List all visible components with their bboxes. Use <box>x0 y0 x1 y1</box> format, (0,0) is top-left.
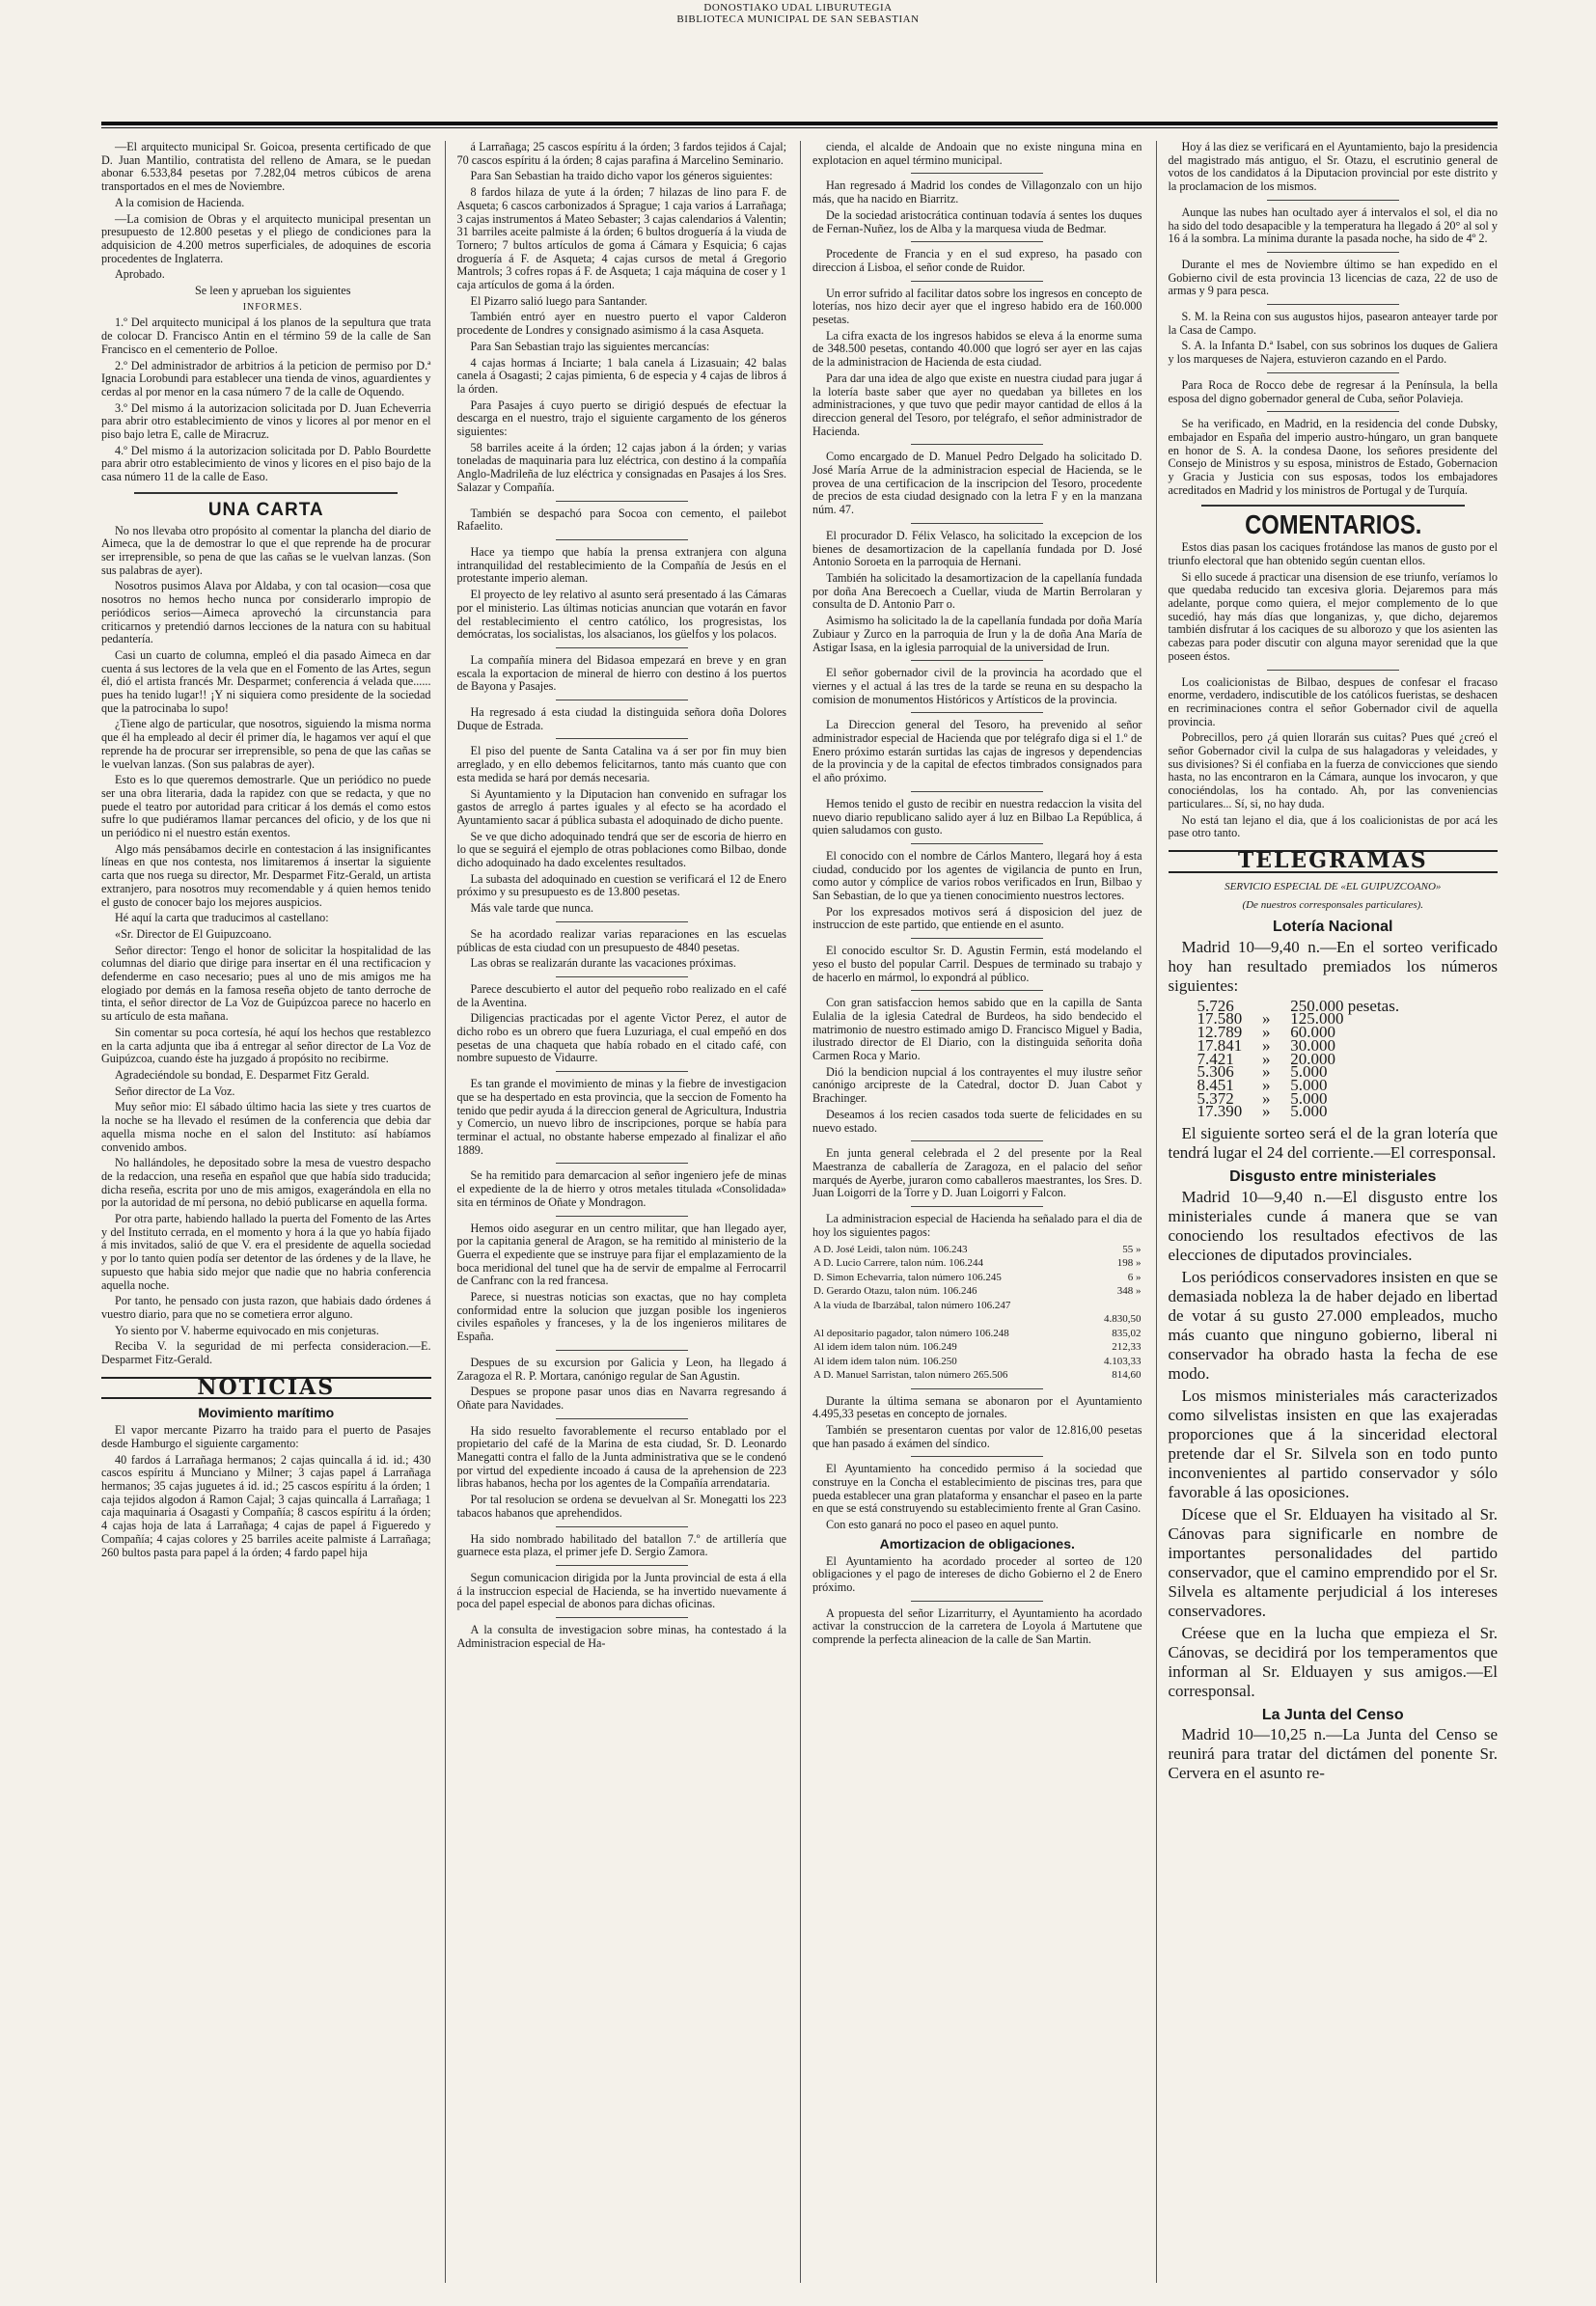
lottery-prize: 125.000 <box>1290 1009 1344 1029</box>
paragraph: La cifra exacta de los ingresos habidos se eleva á la enorme suma de 348.500 pesetas, contando 40.000 que logró ser ayer en las cajas de la administracion de Hacienda de esta ciudad. <box>812 328 1142 370</box>
payment-amount: 198 » <box>1116 1257 1142 1270</box>
paragraph: El Ayuntamiento ha concedido permiso á la sociedad que construye en la Concha el establecimiento de piscinas tres, para que pueda establecer una gran plataforma y ensanchar el paseo en la parte en que se está construyendo su establecimiento frente al Gran Casino. <box>812 1462 1142 1516</box>
paragraph: Dícese que el Sr. Elduayen ha visitado al Sr. Cánovas para significarle en nombre de importantes personalidades del partido conservador, que el camino emprendido por el Sr. Silvela es altamente perjudicial á los intereses conservadores. <box>1168 1504 1498 1620</box>
divider <box>911 990 1043 991</box>
paragraph: Estos dias pasan los caciques frotándose las manos de gusto por el triunfo electoral que han obtenido según cuentan ellos. <box>1168 540 1498 567</box>
paragraph: Si Ayuntamiento y la Diputacion han convenido en sufragar los gastos de arreglo á partes iguales y al efecto se ha acordado el Ayuntamiento sacar á pública subasta el adoquinado de dicho puente. <box>456 786 786 827</box>
paragraph: Es tan grande el movimiento de minas y la fiebre de investigacion que se ha despertado en esta provincia, que la seccion de Fomento ha tenido que pedir ayuda á la direccion general de Agricultura, Industria y Comercio, un nuevo libro de inscripciones, porque se había para terminar el actual, no obstante haberse empezado al finalizar el año 1889. <box>456 1077 786 1157</box>
paragraph: También se despachó para Socoa con cemento, el pailebot Rafaelito. <box>456 506 786 534</box>
lottery-number: 5.372 <box>1197 1088 1234 1108</box>
table-row <box>812 1368 1142 1383</box>
ditto-mark: » <box>1262 1062 1271 1082</box>
paragraph: El proyecto de ley relativo al asunto será presentado á las Cámaras por el ministerio. Las últimas noticias anuncian que votarán en favor del restablecimiento el centro católico, los progresistas, los demócratas, los socialistas, los alsacianos, los güelfos y los polacos. <box>456 588 786 642</box>
divider <box>556 976 688 977</box>
paragraph: Un error sufrido al facilitar datos sobre los ingresos en concepto de loterías, nos hizo decir ayer que el ingreso habido era de 160.000 pesetas. <box>812 286 1142 327</box>
paragraph: Hace ya tiempo que había la prensa extranjera con alguna intranquilidad del restablecimiento de la Compañía de Jesús en el protestante imperio aleman. <box>456 544 786 586</box>
paragraph: Casi un cuarto de columna, empleó el dia pasado Aimeca en dar cuenta á sus lectores de la vela que en el Fomento de las Artes, segun él, dió el artista francés Mr. Desparmet; conferencia á velada que...... pues ha tenido lugar!! ¡Y ni siquiera como presidente de la sociedad que la patrocinaba lo supo! <box>101 647 431 715</box>
paragraph: Ha sido nombrado habilitado del batallon 7.º de artillería que guarnece esta plaza, el primer jefe D. Sergio Zamora. <box>456 1531 786 1559</box>
paragraph: Por tanto, he pensado con justa razon, que habiais dado órdenes á vuestro diario, para que no se cometiera error alguno. <box>101 1294 431 1321</box>
paragraph: Con gran satisfaccion hemos sabido que en la capilla de Santa Eulalia de la iglesia Catedral de Burdeos, ha sido bendecido el matrimonio de nuestro estimado amigo D. Francisco Miguel y Badia, ilustrado director de El Diario, con la distinguida señorita doña Carmen Roca y Mario. <box>812 996 1142 1063</box>
paragraph: Señor director de La Voz. <box>115 1084 235 1098</box>
paragraph: También se presentaron cuentas por valor de 12.816,00 pesetas que han pasado á exámen del síndico. <box>812 1422 1142 1450</box>
paragraph: Si ello sucede á practicar una disension de ese triunfo, veríamos lo que quedaba reducido tan excesiva gloria. Dejaremos para más adelante, porque como quiera, el mejor complemento de lo que sucedió, hay más días que longanizas, y, que dicho, dejaremos también disfrutar á los caciques de su alborozo y que los asienten las cabezas para poder discutir con alguna mayor serenidad que la que poseen éstos. <box>1168 569 1498 663</box>
paragraph: El Ayuntamiento ha acordado proceder al sorteo de 120 obligaciones y el pago de intereses de dicho Gobierno el 2 de Enero próximo. <box>812 1553 1142 1594</box>
paragraph: Deseamos á los recien casados toda suerte de felicidades en su nuevo estado. <box>812 1107 1142 1135</box>
lottery-number: 17.841 <box>1197 1035 1243 1055</box>
lottery-row <box>1197 1105 1410 1118</box>
payment-amount: 814,60 <box>1112 1369 1142 1382</box>
paragraph: Los coalicionistas de Bilbao, despues de confesar el fracaso enorme, verdadero, indiscutible de los católicos fueristas, se deshacen en recriminaciones contra el señor Gobernador civil de aquella provincia. <box>1168 674 1498 728</box>
paragraph: Pobrecillos, pero ¿á quien llorarán sus cuitas? Pues qué ¿creó el señor Gobernador civil la culpa de sus halagadoras y veleidades, y sus divisiones? Si él confiaba en la fuerza de convicciones que siendo hasta, no las encontraron en la Cámara, aunque los invocaron, y que conociéndolas, los ha contado. Ah, por las conveniencias particulares... Sí, si, no hay duda. <box>1168 730 1498 810</box>
paragraph: El siguiente sorteo será el de la gran lotería que tendrá lugar el 24 del corriente.—El corresponsal. <box>1168 1124 1498 1163</box>
divider <box>1267 252 1399 253</box>
payment-amount: 4.830,50 <box>1104 1313 1142 1326</box>
paragraph: El piso del puente de Santa Catalina va á ser por fin muy bien arreglado, y en ello debemos felicitarnos, tanto más cuanto que con esta medida se hará por demás necesaria. <box>456 744 786 784</box>
column-4 <box>1156 141 1499 2283</box>
subsection-title-movimiento: Movimiento marítimo <box>198 1405 335 1421</box>
paragraph: Para dar una idea de algo que existe en nuestra ciudad para jugar á la lotería baste saber que ayer no quedaban ya billetes en los administraciones, y que tuvo que pedir mayor cantidad de ellos á la direccion general del Tesoro, por telégrafo, el señor administrador de Hacienda. <box>812 371 1142 438</box>
paragraph: Ha regresado á esta ciudad la distinguida señora doña Dolores Duque de Estrada. <box>456 705 786 732</box>
paragraph: Algo más pensábamos decirle en contestacion á las insignificantes líneas en que nos contesta, nos limitaremos á insertar la siguiente carta que nos ruega su director, Mr. Desparmet Fitz-Gerald, un artista extranjero, para nosotros muy recomendable y á quien hemos tenido el gusto de conocer bajo los mejores auspicios. <box>101 841 431 909</box>
paragraph: Yo siento por V. haberme equivocado en mis conjeturas. <box>115 1323 379 1337</box>
informes-label: INFORMES. <box>242 301 303 313</box>
table-row <box>812 1340 1142 1355</box>
lottery-prize: 20.000 <box>1290 1049 1335 1068</box>
divider <box>556 1565 688 1566</box>
paragraph: No nos llevaba otro propósito al comentar la plancha del diario de Aimeca, que la de demostrar lo que el que reprende ha de procurar ser irreprensible, so pena de que las cañas se le vuelvan lanzas. (Son sus palabras de ayer). <box>101 523 431 577</box>
divider <box>911 712 1043 713</box>
divider <box>556 1071 688 1072</box>
payment-label: A D. José Leidi, talon núm. 106.243 <box>813 1243 968 1255</box>
divider <box>556 1526 688 1527</box>
paragraph: Nosotros pusimos Alava por Aldaba, y con tal ocasion—cosa que nosotros no hemos hecho nunca por considerarlo impropio de periódicos serios—Aimeca aprovechó la circunstancia para criticarnos y pretendió darnos lecciones de la natura con su habitual pedantería. <box>101 579 431 646</box>
lottery-prize: 5.000 <box>1290 1062 1328 1082</box>
paragraph: Aprobado. <box>115 267 165 282</box>
paragraph: El conocido con el nombre de Cárlos Mantero, llegará hoy á esta ciudad, conducido por los agentes de vigilancia de punto en Irun, como autor y cómplice de varios robos verificados en Irun, Bilbao y San Sebastian, de lo que ya tienen conocimiento nuestros lectores. <box>812 848 1142 903</box>
column-2 <box>445 141 787 2283</box>
payment-label: D. Simon Echevarria, talon número 106.245 <box>813 1271 1002 1283</box>
payment-amount: 55 » <box>1122 1243 1142 1255</box>
divider <box>911 281 1043 282</box>
paragraph: ¿Tiene algo de particular, que nosotros, siguiendo la misma norma que él ha empleado al decir él primer día, le hagamos ver aquí el que reprende ha de procurar ser irreprensible, so pena de que las cañas se le vuelvan lanzas. (Son sus palabras de ayer). <box>101 717 431 771</box>
divider <box>556 539 688 540</box>
paragraph: Sin comentar su poca cortesía, hé aquí los hechos que restablezco en la carta adjunta que iba á entregar al señor director de La Voz de Guipúzcoa, cuando éste ha juzgado á propósito no recibirme. <box>101 1025 431 1066</box>
paragraph: 4.º Del mismo á la autorizacion solicitada por D. Pablo Bourdette para abrir otro establecimiento de vinos y licores en el piso bajo de la casa número 11 de la calle de Easo. <box>101 443 431 484</box>
section-title-amortizacion: Amortizacion de obligaciones. <box>879 1535 1075 1551</box>
paragraph: Por otra parte, habiendo hallado la puerta del Fomento de las Artes y del Instituto cerrada, en el momento y hora á la que yo había fijado á mis invitados, salió de que V. era el presidente de aquella sociedad y por lo tanto quien podía ser detentor de las órdenes y de la llave, he supuesto que habia sido mejor que nadie que no habria conferencia aquella noche. <box>101 1212 431 1292</box>
paragraph: Los mismos ministeriales más caracterizados como silvelistas insisten en que las exajeradas proporciones que á la sinceridad electoral pretende dar el Sr. Silvela son en todo punto inconvenientes al partido conservador y sólo favorable á las oposiciones. <box>1168 1386 1498 1501</box>
lottery-title: Lotería Nacional <box>1273 919 1393 936</box>
lottery-number: 5.306 <box>1197 1062 1234 1082</box>
telegram-service-line: SERVICIO ESPECIAL DE «EL GUIPUZCOANO» <box>1225 880 1442 892</box>
paragraph: Con esto ganará no poco el paseo en aquel punto. <box>826 1518 1059 1532</box>
divider <box>911 843 1043 844</box>
lottery-number: 5.726 <box>1197 996 1234 1015</box>
lottery-number: 7.421 <box>1197 1049 1234 1068</box>
paragraph: Créese que en la lucha que empieza el Sr. Cánovas, se decidirá por los temperamentos que informan al Sr. Elduayen y sus amigos.—El corresponsal. <box>1168 1623 1498 1700</box>
divider <box>556 1418 688 1419</box>
paragraph: 40 fardos á Larrañaga hermanos; 2 cajas quincalla á id. id.; 430 cascos espíritu á Munciano y Milner; 3 cajas papel á Larrañaga hermanos; 35 cajas juguetes á id. id.; 25 cascos espíritu á la órden; 1 caja tejidos algodon á Ramon Cajal; 3 cajas quincalla á Larrañaga; 1 caja maquinaria á Osagasti y Compañía; 8 cascos espíritu á la órden; 4 cajas hoja de lata á Larrañaga; 4 cajas de papel á Figueredo y Compañía; 4 cajas colores y 25 barriles aceite palmiste á Larrañaga; 260 bultos pasta para papel á la órden; 4 fardo papel hija <box>101 1452 431 1559</box>
telegram-title-disgusto: Disgusto entre ministeriales <box>1229 1168 1437 1186</box>
telegram-correspondents-line: (De nuestros corresponsales particulares). <box>1242 899 1424 912</box>
table-row <box>812 1284 1142 1299</box>
telegram-body <box>1169 1124 1499 1783</box>
section-title-comentarios: COMENTARIOS. <box>1244 509 1421 540</box>
paragraph: En junta general celebrada el 2 del presente por la Real Maestranza de caballería de Zaragoza, en el palacio del señor marqués de Ayerbe, juraron como caballeros maestrantes, los Sres. D. Juan Loigorri de la Torre y D. Juan Loigorri y Falcon. <box>812 1146 1142 1200</box>
divider <box>911 173 1043 174</box>
paragraph: 58 barriles aceite á la órden; 12 cajas jabon á la órden; y varias toneladas de maquinaria para luz eléctrica, con destino á la compañía Anglo-Madrileña de luz eléctrica y consignadas en Pasajes á los Sres. Salazar y Compañía. <box>456 440 786 494</box>
divider <box>911 1601 1043 1602</box>
divider <box>911 1456 1043 1457</box>
payment-label: Al idem idem talon núm. 106.249 <box>813 1341 957 1354</box>
lottery-number: 12.789 <box>1197 1023 1243 1042</box>
paragraph: —El arquitecto municipal Sr. Goicoa, presenta certificado de que D. Juan Mantilio, contratista del relleno de Amara, se le puedan abonar 6.533,84 pesetas por 7.282,04 metros cúbicos de arena transportados en el mes de Noviembre. <box>101 141 431 194</box>
paragraph: Por los expresados motivos será á disposicion del juez de instruccion de este partido, que entiende en el asunto. <box>812 904 1142 932</box>
paragraph: á Larrañaga; 25 cascos espíritu á la órden; 3 fardos tejidos á Cajal; 70 cascos espíritu á la órden; 8 cajas parafina á Marcelino Seminario. <box>456 141 786 167</box>
paragraph: El procurador D. Félix Velasco, ha solicitado la excepcion de los bienes de desamortizacion de la capellanía fundada por D. José Antonio Soroeta en la parroquia de Hernani. <box>812 528 1142 569</box>
columns <box>101 141 1498 2283</box>
paragraph: No está tan lejano el dia, que á los coalicionistas de por acá les pase otro tanto. <box>1168 812 1498 840</box>
paragraph: El Pizarro salió luego para Santander. <box>470 293 647 308</box>
paragraph: Despues de su excursion por Galicia y Leon, ha llegado á Zaragoza el R. P. Mortara, canónigo regular de San Agustin. <box>456 1355 786 1383</box>
column-3 <box>800 141 1142 2283</box>
divider <box>911 938 1043 939</box>
section-title-una-carta: UNA CARTA <box>207 499 324 520</box>
paragraph: La compañía minera del Bidasoa empezará en breve y en gran escala la exportacion de mineral de hierro con destino á los puertos de Bayona y Pasajes. <box>456 652 786 694</box>
paragraph: Parece, si nuestras noticias son exactas, que no hay completa conformidad entre la solucion que juzgan posible los ingenieros civiles españoles y franceses, y la de los ingenieros militares de España. <box>456 1290 786 1344</box>
telegram-title-junta: La Junta del Censo <box>1261 1706 1404 1723</box>
paragraph: Agradeciéndole su bondad, E. Desparmet Fitz Gerald. <box>115 1068 370 1082</box>
section-title-noticias: NOTICIAS <box>101 1377 431 1400</box>
paragraph: Diligencias practicadas por el agente Victor Perez, el autor de dicho robo es un obrero que fuera Luzuriaga, el cual empeñó en dos pesetas de una chaqueta que había robado en el citado café, con nombre supuesto de Vidaurre. <box>456 1011 786 1065</box>
paragraph: Se ve que dicho adoquinado tendrá que ser de escoria de hierro en lo que se seguirá el ejemplo de otras poblaciones como Bilbao, donde dicho adoquinado ha dado excelentes resultados. <box>456 829 786 870</box>
paragraph: Hoy á las diez se verificará en el Ayuntamiento, bajo la presidencia del magistrado más antiguo, el Sr. Otazu, el escrutinio general de votos de los candidatos á la Diputacion provincial por este distrito y la proclamacion de los mismos. <box>1168 141 1498 194</box>
ditto-mark: » <box>1262 1035 1271 1055</box>
lottery-prize: 5.000 <box>1290 1088 1328 1108</box>
paragraph: Madrid 10—9,40 n.—El disgusto entre los ministeriales cunde á manera que se van conociendo los resultados efectivos de las elecciones de diputados provinciales. <box>1168 1187 1498 1264</box>
divider <box>134 492 398 494</box>
paragraph: S. A. la Infanta D.ª Isabel, con sus sobrinos los duques de Galiera y los marqueses de Najera, estuvieron cazando en el Pardo. <box>1168 339 1498 367</box>
payment-label: Al depositario pagador, talon número 106.248 <box>813 1327 1009 1339</box>
paragraph: La subasta del adoquinado en cuestion se verificará el 12 de Enero próximo y su presupuesto es de 13.800 pesetas. <box>456 871 786 899</box>
paragraph: Muy señor mio: El sábado último hacia las siete y tres cuartos de la noche se ha llevado el resúmen de la conferencia que debia dar aquella misma noche en el salon del Instituto: así habíamos convenido ambos. <box>101 1100 431 1154</box>
lottery-section <box>1169 938 1499 996</box>
ditto-mark: » <box>1262 1088 1271 1108</box>
paragraph: También ha solicitado la desamortizacion de la capellanía fundada por doña Ana Berecoech a Cuellar, viuda de Martin Berrolaran y consulta de D. Antonio Parr o. <box>812 570 1142 612</box>
paragraph: Por tal resolucion se ordena se devuelvan al Sr. Monegatti los 223 tabacos habanos que aprehendidos. <box>456 1493 786 1520</box>
paragraph: Segun comunicacion dirigida por la Junta provincial de esta á ella á la instruccion especial de Hacienda, se ha invertido nuevamente á poca del papel especial de abonos para dichas oficinas. <box>456 1570 786 1611</box>
paragraph: La Direccion general del Tesoro, ha prevenido al señor administrador especial de Hacienda que por telégrafo diga si el 1.º de Enero próximo estarán surtidas las cajas de ingresos y dependencias de la provincia y de la capital de efectos timbrados consignados para el año próximo. <box>812 718 1142 785</box>
divider <box>1267 670 1399 671</box>
paragraph: Señor director: Tengo el honor de solicitar la hospitalidad de las columnas del diario que dirige para insertar en él una rectificacion y defenderme en caso necesario; pues al uno de mis amigos me ha elogiado por demás en la famosa reseña objeto de tanto derroche de tinta, el señor director de La Voz de Guipúzcoa parece no hacerlo en su artículo de esta mañana. <box>101 943 431 1024</box>
lottery-prize: 5.000 <box>1290 1102 1328 1121</box>
divider <box>1267 304 1399 305</box>
lottery-prize: 5.000 <box>1290 1075 1328 1094</box>
section-title-telegramas: TELEGRAMAS <box>1169 850 1499 873</box>
paragraph: «Sr. Director de El Guipuzcoano. <box>115 926 272 941</box>
paragraph: Dió la bendicion nupcial á los contrayentes el muy ilustre señor canónigo arcipreste de la Catedral, doctor D. Juan Cabot y Brachinger. <box>812 1064 1142 1106</box>
table-row <box>812 1299 1142 1313</box>
paragraph: Asimismo ha solicitado la de la capellanía fundada por doña María Zubiaur y Zurco en la parroquia de Irun y la de doña Ana María de Astigar Isasa, en la iglesia parroquial de la universidad de Irun. <box>812 614 1142 654</box>
table-row <box>812 1256 1142 1271</box>
paragraph: Para San Sebastian ha traido dicho vapor los géneros siguientes: <box>470 169 773 183</box>
library-stamp <box>0 2 1596 25</box>
divider <box>1267 411 1399 412</box>
paragraph: Procedente de Francia y en el sud expreso, ha pasado con direccion á Lisboa, el señor conde de Ruidor. <box>812 247 1142 274</box>
divider <box>911 1388 1043 1389</box>
paragraph: 8 fardos hilaza de yute á la órden; 7 hilazas de lino para F. de Asqueta; 6 cascos carbonizados á Sprague; 1 caja varios á Larrañaga; 3 cajas instrumentos á Mateo Sebaster; 3 cajas calendarios á Valentin; 31 barriles aceite palmiste á la órden; 6 bultos droguería á la viuda de Tornero; 7 bultos artículos de goma á Cámara y Esquicia; 6 cajas droguería á F. de Asqueta; 4 cajas cursos de metal á Gregorio Mantrols; 3 cofres ropas á F. de Asqueta; 1 caja máquina de coser y 1 caja artículos de goma á la órden. <box>456 185 786 292</box>
payment-label: D. Gerardo Otazu, talon núm. 106.246 <box>813 1285 977 1298</box>
payment-label: A D. Manuel Sarristan, talon número 265.506 <box>813 1369 1008 1382</box>
payment-amount <box>1087 1299 1142 1313</box>
paragraph: Se ha acordado realizar varias reparaciones en las escuelas públicas de esta ciudad con un presupuesto de 4840 pesetas. <box>456 926 786 954</box>
library-stamp-line2: BIBLIOTECA MUNICIPAL DE SAN SEBASTIAN <box>676 14 920 25</box>
paragraph: El vapor mercante Pizarro ha traido para el puerto de Pasajes desde Hamburgo el siguiente cargamento: <box>101 1423 431 1450</box>
paragraph: Parece descubierto el autor del pequeño robo realizado en el café de la Aventina. <box>456 981 786 1009</box>
paragraph: 1.º Del arquitecto municipal á los planos de la sepultura que trata de colocar D. Francisco Antin en el término 59 de la calle de San Francisco en el cementerio de Polloe. <box>101 316 431 356</box>
paragraph: Se ha remitido para demarcacion al señor ingeniero jefe de minas el expediente de la de hierro y otros metales titulada «Consolidada» sita en términos de Oñate y Mondragon. <box>456 1168 786 1209</box>
divider <box>556 738 688 739</box>
paragraph: El conocido escultor Sr. D. Agustin Fermin, está modelando el yeso el busto del popular Carril. Despues de terminado su trabajo y de hacerlo en mármol, lo expondrá al público. <box>812 944 1142 984</box>
lottery-prize: 30.000 <box>1290 1035 1335 1055</box>
column-1 <box>101 141 431 2283</box>
paragraph: A propuesta del señor Lizarriturry, el Ayuntamiento ha acordado activar la construccion de la carretera de Loyola á Martutene que comprende la perfecta alineacion de la calle de San Martin. <box>812 1606 1142 1647</box>
paragraph: A la comision de Hacienda. <box>115 195 245 209</box>
paragraph: No hallándoles, he depositado sobre la mesa de vuestro despacho de la redaccion, una reseña en español que que había sido traducida; dicha reseña, escrita por uno de mis amigos, exagerándola en ella no por la autoridad de mí persona, no debió publicarse en aquella forma. <box>101 1156 431 1210</box>
divider <box>556 921 688 922</box>
payment-label <box>812 1312 1087 1327</box>
payment-amount: 212,33 <box>1112 1341 1142 1354</box>
paragraph: Esto es lo que queremos demostrarle. Que un periódico no puede ser una obra literaria, dada la rapidez con que se redacta, y que no puede el teatro por autoridad para criticar á los demás el como estos sufre lo que pudiéramos llamar percances del oficio, y de los que ni un periódico ni el nuestro están exentos. <box>101 773 431 840</box>
divider <box>1267 200 1399 201</box>
payment-amount: 6 » <box>1127 1271 1142 1283</box>
paragraph: Han regresado á Madrid los condes de Villagonzalo con un hijo más, que ha nacido en Biarritz. <box>812 178 1142 206</box>
table-row <box>812 1327 1142 1341</box>
divider <box>556 501 688 502</box>
ditto-mark <box>1252 1000 1290 1013</box>
paragraph: Como encargado de D. Manuel Pedro Delgado ha solicitado D. José María Arrue de la administracion especial de Hacienda, se le provea de una certificacion de la inscripcion del Tesoro, procedente de precios de esta ciudad designado con la letra F y en la manzana núm. 47. <box>812 450 1142 517</box>
paragraph: Para Pasajes á cuyo puerto se dirigió después de efectuar la descarga en el nuestro, trajo el siguiente cargamento de los géneros siguientes: <box>456 398 786 439</box>
divider <box>1267 372 1399 373</box>
divider <box>556 647 688 648</box>
paragraph: —La comision de Obras y el arquitecto municipal presentan un presupuesto de 12.800 pesetas y el pliego de condiciones para la adquisicion de 4.200 metros superficiales, de adoquines de escoria procedentes de Inglaterra. <box>101 211 431 265</box>
payments-table <box>812 1243 1142 1383</box>
table-row <box>812 1312 1142 1327</box>
divider <box>556 1163 688 1164</box>
divider <box>556 1617 688 1618</box>
paragraph: La administracion especial de Hacienda ha señalado para el dia de hoy los siguientes pagos: <box>812 1212 1142 1239</box>
lottery-number: 8.451 <box>1197 1075 1234 1094</box>
table-row <box>812 1243 1142 1257</box>
paragraph: Durante la última semana se abonaron por el Ayuntamiento 4.495,33 pesetas en concepto de jornales. <box>812 1393 1142 1421</box>
paragraph: Hemos oido asegurar en un centro militar, que han llegado ayer, por la capitania general de Aragon, se ha remitido al ministerio de la Guerra el expediente que se instruye para fijar el emplazamiento de la boca meridional del tunel que ha de servir de empalme al Ferrocarril de Canfranc con la red francesa. <box>456 1221 786 1288</box>
paragraph: Se leen y aprueban los siguientes <box>195 284 351 298</box>
ditto-mark: » <box>1262 1049 1271 1068</box>
paragraph: Más vale tarde que nunca. <box>470 901 594 916</box>
paragraph: Reciba V. la seguridad de mi perfecta consideracion.—E. Desparmet Fitz-Gerald. <box>101 1339 431 1367</box>
paragraph: S. M. la Reina con sus augustos hijos, pasearon anteayer tarde por la Casa de Campo. <box>1168 310 1498 337</box>
lottery-number: 17.390 <box>1197 1102 1243 1121</box>
payment-amount: 835,02 <box>1112 1327 1142 1339</box>
ditto-mark: » <box>1262 1009 1271 1029</box>
paragraph: Las obras se realizarán durante las vacaciones próximas. <box>470 956 736 971</box>
payment-label: A la viuda de Ibarzábal, talon número 106.247 <box>813 1299 1011 1311</box>
divider <box>911 1206 1043 1207</box>
paragraph: 4 cajas hormas á Inciarte; 1 bala canela á Lizasuain; 42 balas canela á Osagasti; 2 cajas pimienta, 6 de especia y 4 cajas de libros á la órden. <box>456 355 786 396</box>
payment-label: Al idem idem talon núm. 106.250 <box>813 1355 957 1367</box>
lottery-prize: 250.000 pesetas. <box>1290 996 1400 1015</box>
payment-label: A D. Lucio Carrere, talon núm. 106.244 <box>813 1257 983 1270</box>
ditto-mark: » <box>1262 1023 1271 1042</box>
paragraph: De la sociedad aristocrática continuan todavía á sentes los duques de Fernan-Nuñez, los de Alba y la marquesa viuda de Bedmar. <box>812 207 1142 235</box>
paragraph: Para Roca de Rocco debe de regresar á la Península, la bella esposa del digno gobernador general de Cuba, señor Polavieja. <box>1168 377 1498 405</box>
lottery-number: 17.580 <box>1197 1009 1243 1029</box>
paragraph: Para San Sebastian trajo las siguientes mercancías: <box>470 339 710 353</box>
table-row <box>812 1271 1142 1285</box>
paragraph: También entró ayer en nuestro puerto el vapor Calderon procedente de Londres y consignado asimismo á la casa Asqueta. <box>456 310 786 338</box>
paragraph: Los periódicos conservadores insisten en que se demasiada nobleza la de haber dejado en libertad de votar á su gusto 27.000 empleados, mucho más cuanto que ninguno gobierno, liberal ni conservador ha obrado hasta la fecha de ese modo. <box>1168 1267 1498 1383</box>
divider <box>911 241 1043 242</box>
ditto-mark: » <box>1262 1075 1271 1094</box>
divider <box>911 444 1043 445</box>
ditto-mark: » <box>1262 1102 1271 1121</box>
paragraph: Hé aquí la carta que traducimos al castellano: <box>115 911 329 925</box>
top-rule <box>101 122 1498 128</box>
divider <box>911 523 1043 524</box>
paragraph: cienda, el alcalde de Andoain que no existe ninguna mina en explotacion en aquel término municipal. <box>812 141 1142 167</box>
paragraph: A la consulta de investigacion sobre minas, ha contestado á la Administracion especial de Ha- <box>456 1623 786 1650</box>
paragraph: Durante el mes de Noviembre último se han expedido en el Gobierno civil de esta provincia 13 licencias de caza, 22 de uso de armas y 9 para pesca. <box>1168 257 1498 298</box>
divider <box>911 660 1043 661</box>
payment-amount: 4.103,33 <box>1104 1355 1142 1367</box>
paragraph: 3.º Del mismo á la autorizacion solicitada por D. Juan Echeverria para abrir otro establecimiento de vinos y licores al por menor en el piso bajo letra E, calle de Miracruz. <box>101 400 431 442</box>
paragraph: Hemos tenido el gusto de recibir en nuestra redaccion la visita del nuevo diario republicano salido ayer á luz en Bilbao La República, á quien saludamos con gusto. <box>812 796 1142 837</box>
divider <box>1201 505 1465 507</box>
library-stamp-line1: DONOSTIAKO UDAL LIBURUTEGIA <box>703 2 893 14</box>
lottery-prize: 60.000 <box>1290 1023 1335 1042</box>
divider <box>556 1350 688 1351</box>
paragraph: Aunque las nubes han ocultado ayer á intervalos el sol, el dia no ha sido del todo desapacible y la temperatura ha llegado á 20° al sol y 16 á la sombra. La mínima durante la pasada noche, ha sido de 4º 2. <box>1168 205 1498 246</box>
paragraph: El señor gobernador civil de la provincia ha acordado que el viernes y el actual á las tres de la tarde se reuna en su despacho la comision de monumentos Históricos y Artísticos de la provincia. <box>812 666 1142 706</box>
paragraph: Ha sido resuelto favorablemente el recurso entablado por el propietario del café de la Marina de esta ciudad, Sr. D. Leonardo Manegatti contra el fallo de la Junta administrativa que se le condenó por virtud del expediente incoado á causa de la aprehension de 223 libras habanos, hecha por los agentes de la Compañía arrendataria. <box>456 1423 786 1491</box>
divider <box>911 1140 1043 1141</box>
paragraph: Madrid 10—10,25 n.—La Junta del Censo se reunirá para tratar del dictámen del ponente Sr. Cervera en el asunto re- <box>1168 1725 1498 1783</box>
paragraph: 2.º Del administrador de arbitrios á la peticion de permiso por D.ª Ignacia Lorobundi para establecer una tienda de vinos, aguardientes y cerdas al por menor en la casa número 7 de la calle de Oquendo. <box>101 358 431 398</box>
paragraph: Se ha verificado, en Madrid, en la residencia del conde Dubsky, embajador en España del imperio austro-húngaro, un gran banquete en honor de S. A. la condesa Daone, los señores presidente del Consejo de Ministros y su esposa, ministros de Estado, Gobernacion y Gracia y Justicia con sus esposas, todos los embajadores acreditados en Madrid y los ministros de Portugal y de Turquía. <box>1168 417 1498 497</box>
divider <box>911 791 1043 792</box>
payment-amount: 348 » <box>1116 1285 1142 1298</box>
lottery-results-table <box>1197 996 1410 1121</box>
paragraph: Despues se propone pasar unos dias en Navarra regresando á Oñate para Navidades. <box>456 1385 786 1412</box>
table-row <box>812 1355 1142 1369</box>
divider <box>556 1216 688 1217</box>
paragraph: Madrid 10—9,40 n.—En el sorteo verificado hoy han resultado premiados los números siguientes: <box>1168 937 1498 995</box>
